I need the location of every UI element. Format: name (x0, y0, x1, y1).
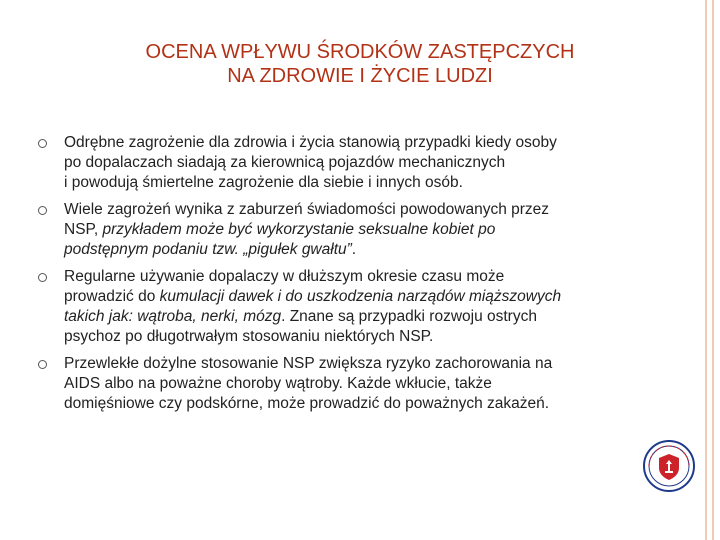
bullet-icon (38, 360, 47, 369)
bullet-line (64, 220, 618, 240)
bullet-line (64, 327, 618, 347)
bullet-line (64, 240, 618, 260)
text: Odrębne zagrożenie dla zdrowia i życia stanowią przypadki kiedy osoby (64, 134, 557, 151)
bullet-icon (38, 273, 47, 282)
bullet-item (38, 200, 618, 260)
text: prowadzić do (64, 288, 160, 305)
bullet-icon (38, 206, 47, 215)
italic-text: takich jak: wątroba, nerki, mózg (64, 308, 282, 325)
text: . (351, 241, 357, 258)
text: i powodują śmiertelne zagrożenie dla siebie i innych osób. (64, 174, 463, 191)
text: AIDS albo na poważne choroby wątroby. Każde wkłucie, także (64, 375, 492, 392)
bullet-icon (38, 139, 47, 148)
bullet-line (64, 153, 618, 173)
bullet-line (64, 374, 618, 394)
text: domięśniowe czy podskórne, może prowadzić do poważnych zakażeń. (64, 395, 550, 412)
italic-text: podstępnym podaniu tzw. „pigułek gwałtu” (64, 241, 352, 258)
text: po dopalaczach siadają za kierownicą pojazdów mechanicznych (64, 154, 506, 171)
italic-text: przykładem może być wykorzystanie seksualne kobiet po (102, 221, 496, 238)
bullet-line (64, 173, 618, 193)
italic-text: kumulacji dawek i do uszkodzenia narządów miąższowych (159, 288, 562, 305)
bullet-line (64, 307, 618, 327)
bullet-line (64, 354, 618, 374)
bullet-line (64, 200, 618, 220)
slide-title (0, 40, 720, 88)
text: Przewlekłe dożylne stosowanie NSP zwiększa ryzyko zachorowania na (64, 355, 553, 372)
emblem-icon (643, 440, 695, 492)
bullet-item (38, 133, 618, 193)
text: NSP, (64, 221, 103, 238)
bullet-list (38, 133, 618, 421)
bullet-line (64, 267, 618, 287)
bullet-line (64, 133, 618, 153)
bullet-line (64, 287, 618, 307)
sanitary-inspection-logo (643, 440, 695, 492)
bullet-item (38, 354, 618, 414)
bullet-line (64, 394, 618, 414)
text: psychoz po długotrwałym stosowaniu niektórych NSP. (64, 328, 434, 345)
bullet-item (38, 267, 618, 347)
text: . Znane są przypadki rozwoju ostrych (281, 308, 537, 325)
text: Regularne używanie dopalaczy w dłuższym okresie czasu może (64, 268, 505, 285)
title-line-1: OCENA WPŁYWU ŚRODKÓW ZASTĘPCZYCH (145, 41, 575, 63)
title-line-2: NA ZDROWIE I ŻYCIE LUDZI (227, 65, 493, 87)
text: Wiele zagrożeń wynika z zaburzeń świadomości powodowanych przez (64, 201, 550, 218)
